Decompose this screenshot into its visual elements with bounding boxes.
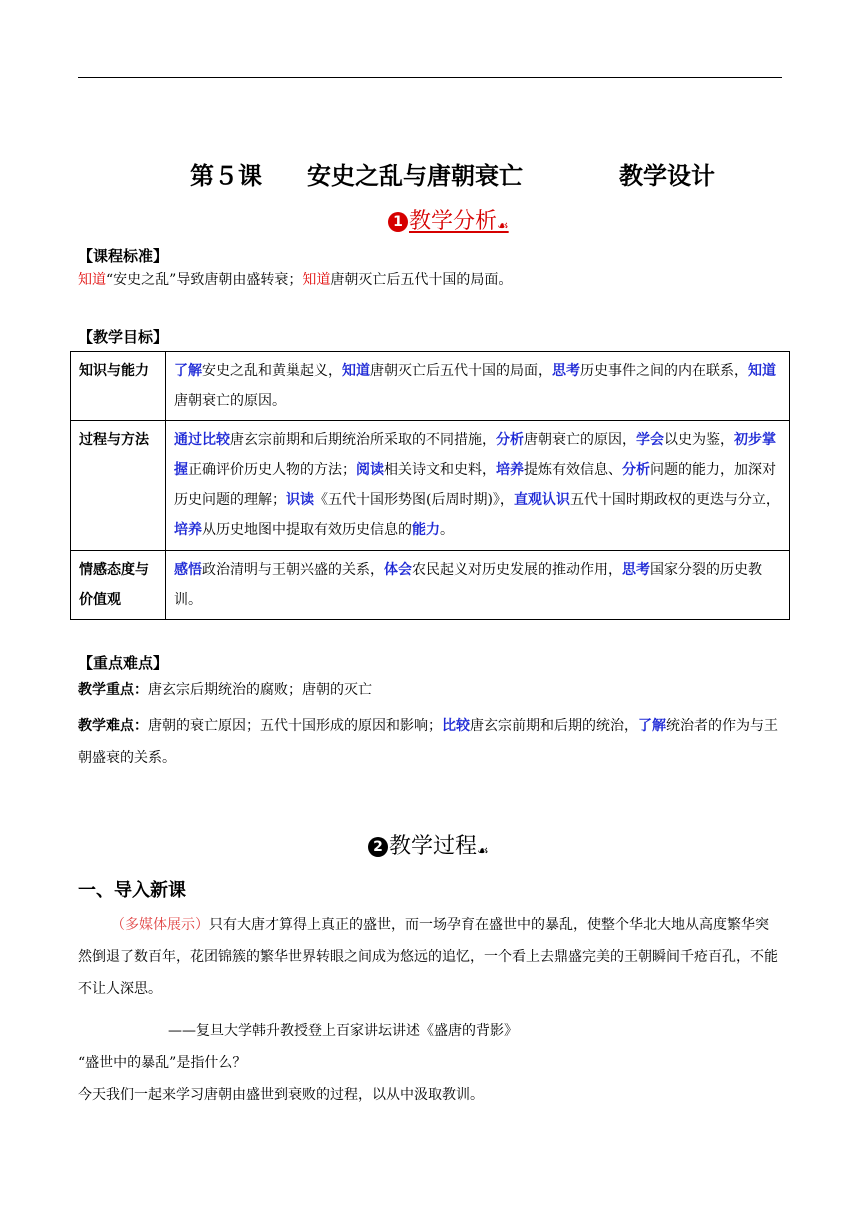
quote-text: 只有大唐才算得上真正的盛世，而一场孕育在盛世中的暴乱，使整个华北大地从高度繁华突然倒退了数百年，花团锦簇的繁华世界转眼之间成为悠远的追忆，一个看上去鼎盛完美的王朝瞬间千疮百孔，不能不让人深思。 (78, 917, 778, 997)
keyword: 培养 (496, 462, 524, 478)
keyword: 阅读 (356, 462, 384, 478)
intro-quote (78, 909, 782, 1005)
intro-question: “盛世中的暴乱”是指什么？ (78, 1055, 247, 1071)
focus-label: 教学重点： (78, 682, 148, 698)
row-text: 唐朝衰亡的原因。 (174, 393, 286, 409)
standard-heading: 【课程标准】 (78, 247, 169, 265)
keyword: 直观认识 (513, 492, 570, 508)
row-content (166, 421, 790, 551)
intro-closing: 今天我们一起来学习唐朝由盛世到衰败的过程，以从中汲取教训。 (78, 1087, 484, 1103)
row-text: 五代十国时期政权的更迭与分立， (569, 492, 780, 508)
header-rule (78, 77, 782, 78)
keyword: 知道 (342, 363, 370, 379)
keyword: 培养 (174, 522, 202, 538)
standard-text: 知道“安史之乱”导致唐朝由盛转衰；知道唐朝灭亡后五代十国的局面。 (78, 272, 513, 288)
row-text: 正确评价历史人物的方法； (188, 462, 356, 478)
row-text: 国家分裂的历史教训。 (174, 562, 762, 608)
keyword: 思考 (552, 363, 580, 379)
leaf-ornament-icon: ☙ (477, 844, 489, 859)
focus-text: 唐玄宗后期统治的腐败；唐朝的灭亡 (148, 682, 372, 698)
row-text: 历史事件之间的内在联系， (580, 363, 748, 379)
intro-heading: 一、导入新课 (78, 880, 186, 901)
keyword: 思考 (622, 562, 650, 578)
row-text: 从历史地图中提取有效历史信息的 (202, 522, 412, 538)
row-text: 安史之乱和黄巢起义， (202, 363, 342, 379)
keyword: 了解 (174, 363, 202, 379)
row-text: 唐朝灭亡后五代十国的局面， (370, 363, 552, 379)
keyword: 通过比较 (174, 432, 230, 448)
row-label: 知识与能力 (71, 352, 166, 421)
row-text: 农民起义对历史发展的推动作用， (412, 562, 622, 578)
difficulty-line: 教学难点：唐朝的衰亡原因；五代十国形成的原因和影响；比较唐玄宗前期和后期的统治，了解统治者的作为与王朝盛衰的关系。 (78, 718, 778, 766)
keyword: 初步掌握 (174, 432, 776, 478)
quote-source: ——复旦大学韩升教授登上百家讲坛讲述《盛唐的背影》 (168, 1023, 518, 1039)
keyword: 能力 (412, 522, 440, 538)
section-title-process: 教学过程 (389, 834, 478, 859)
document-title (190, 156, 750, 190)
table-row (71, 352, 790, 421)
table-row (71, 551, 790, 620)
row-content (166, 551, 790, 620)
row-text: 政治清明与王朝兴盛的关系， (202, 562, 384, 578)
row-label: 过程与方法 (71, 421, 166, 551)
focus-line (78, 676, 782, 704)
title-type: 教学设计 (619, 162, 715, 190)
section-heading-analysis (388, 204, 509, 235)
row-text: 唐朝衰亡的原因， (524, 432, 636, 448)
keyword: 知道 (302, 272, 331, 288)
section-heading-process (368, 829, 489, 860)
row-text: 问题的能力，加深对历史问题的理解； (174, 462, 776, 508)
difficulty-label: 教学难点： (78, 718, 148, 734)
title-lesson: 第５课 (190, 162, 262, 190)
row-text: 唐玄宗前期和后期统治所采取的不同措施， (230, 432, 496, 448)
row-text: 。 (440, 522, 454, 538)
row-text: 相关诗文和史料， (384, 462, 496, 478)
objectives-table (70, 351, 790, 620)
section-number-2: 2 (368, 837, 388, 857)
keyword: 识读 (286, 492, 314, 508)
title-name: 安史之乱与唐朝衰亡 (307, 162, 523, 190)
row-text: 《五代十国形势图(后周时期)》， (314, 492, 514, 508)
leaf-ornament-icon: ☙ (497, 219, 509, 234)
keyword: 体会 (384, 562, 412, 578)
keyword: 了解 (638, 718, 666, 734)
media-tag: （多媒体展示） (111, 917, 209, 933)
objectives-heading: 【教学目标】 (78, 328, 169, 346)
keyword: 比较 (442, 718, 470, 734)
keyword: 知道 (748, 363, 776, 379)
row-content (166, 352, 790, 421)
row-text: 提炼有效信息、 (524, 462, 622, 478)
section-title-analysis: 教学分析 (409, 209, 498, 234)
keyword: 感悟 (174, 562, 202, 578)
keypoints-heading: 【重点难点】 (78, 654, 169, 672)
row-label: 情感态度与价值观 (71, 551, 166, 620)
section-number-1: 1 (388, 212, 408, 232)
table-row (71, 421, 790, 551)
keyword: 知道 (78, 272, 106, 288)
keyword: 分析 (496, 432, 524, 448)
row-text: 以史为鉴， (664, 432, 734, 448)
keyword: 学会 (636, 432, 664, 448)
keyword: 分析 (622, 462, 650, 478)
